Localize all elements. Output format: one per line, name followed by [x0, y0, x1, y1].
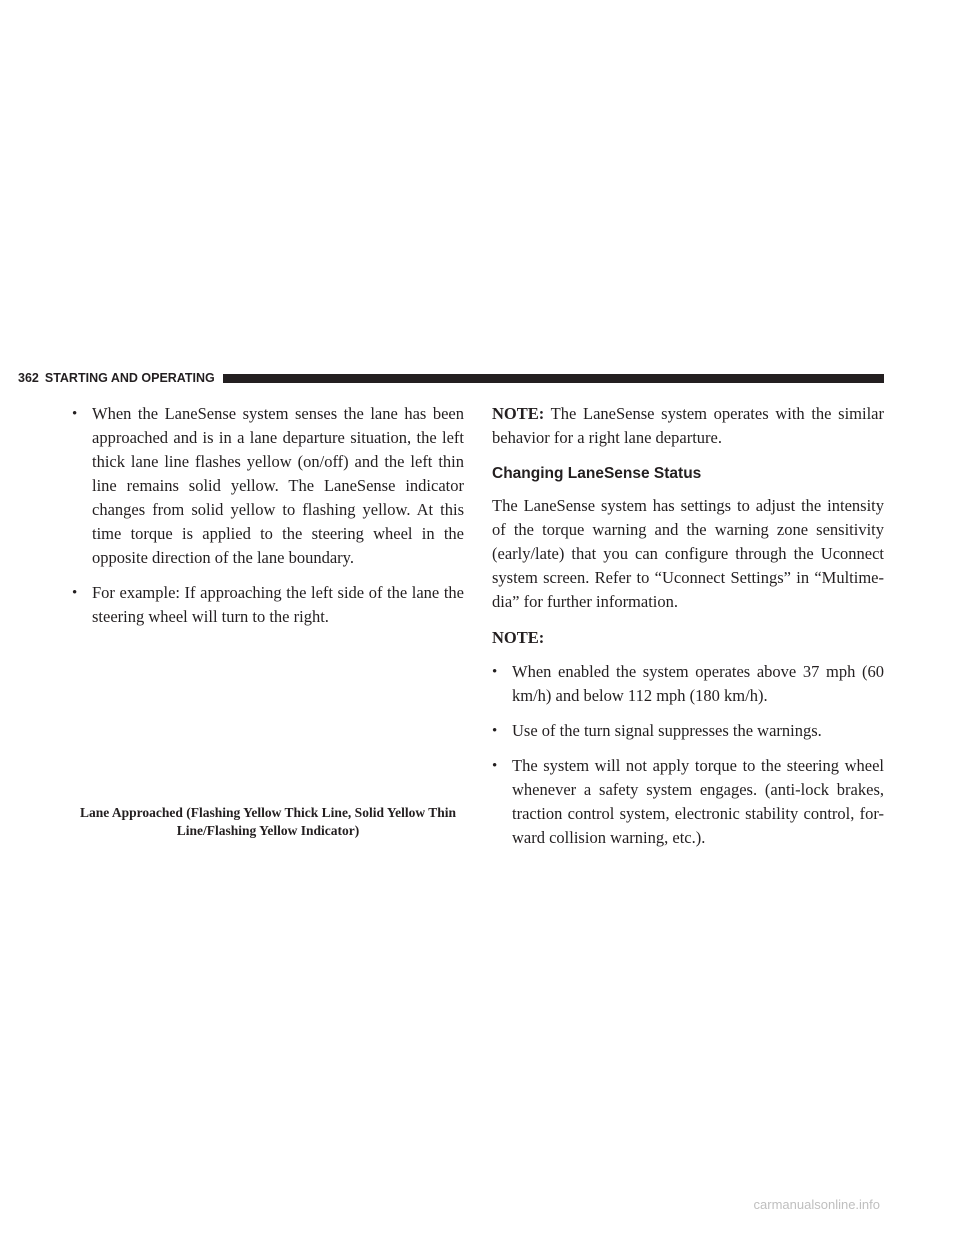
bullet-marker: •: [72, 406, 78, 422]
figure-caption: Lane Approached (Flashing Yellow Thick Line, Solid Yellow Thin Line/Flashing Yellow Indicator): [80, 805, 456, 838]
section-heading: Changing LaneSense Status: [492, 465, 702, 482]
list-item: [492, 719, 884, 743]
left-column: [72, 402, 464, 640]
list-item-text: Use of the turn signal suppresses the warnings.: [512, 721, 822, 740]
list-item: [72, 581, 464, 629]
note-paragraph: [492, 402, 884, 450]
watermark: carmanualsonline.info: [753, 1197, 880, 1212]
list-item: [72, 402, 464, 570]
right-column: [492, 402, 884, 861]
list-item-text: For example: If approaching the left side of the lane the steering wheel will turn to the right.: [92, 583, 464, 626]
note-label: NOTE:: [492, 628, 545, 647]
list-item-text: When enabled the system operates above 37 mph (60 km/h) and below 112 mph (180 km/h).: [512, 662, 884, 705]
bullet-marker: •: [492, 723, 498, 739]
list-item: [492, 660, 884, 708]
section-title: STARTING AND OPERATING: [44, 371, 215, 385]
header-rule: [223, 374, 884, 383]
note-label: NOTE:: [492, 404, 545, 423]
page-number: 362: [18, 371, 39, 385]
page-header: [18, 370, 884, 386]
bullet-marker: •: [492, 758, 498, 774]
list-item-text: The system will not apply torque to the steering wheel whenever a safety system engages. (anti-lock brakes, traction control system, electronic stability control, for-ward collision warning, etc.).: [512, 756, 884, 847]
body-paragraph: The LaneSense system has settings to adjust the intensity of the torque warning and the warning zone sensitivity (early/late) that you can configure through the Uconnect system screen. Refer to “Uconnect Settings” in “Multime-dia” for further information.: [492, 496, 884, 611]
bullet-marker: •: [492, 664, 498, 680]
list-item: [492, 754, 884, 850]
list-item-text: When the LaneSense system senses the lane has been approached and is in a lane departure situation, the left thick lane line flashes yellow (on/off) and the left thin line remains solid yellow. The LaneSense indicator changes from solid yellow to flashing yellow. At this time torque is applied to the steering wheel in the opposite direction of the lane boundary.: [92, 404, 464, 567]
bullet-marker: •: [72, 585, 78, 601]
note-text: The LaneSense system operates with the similar behavior for a right lane departure.: [492, 404, 885, 447]
